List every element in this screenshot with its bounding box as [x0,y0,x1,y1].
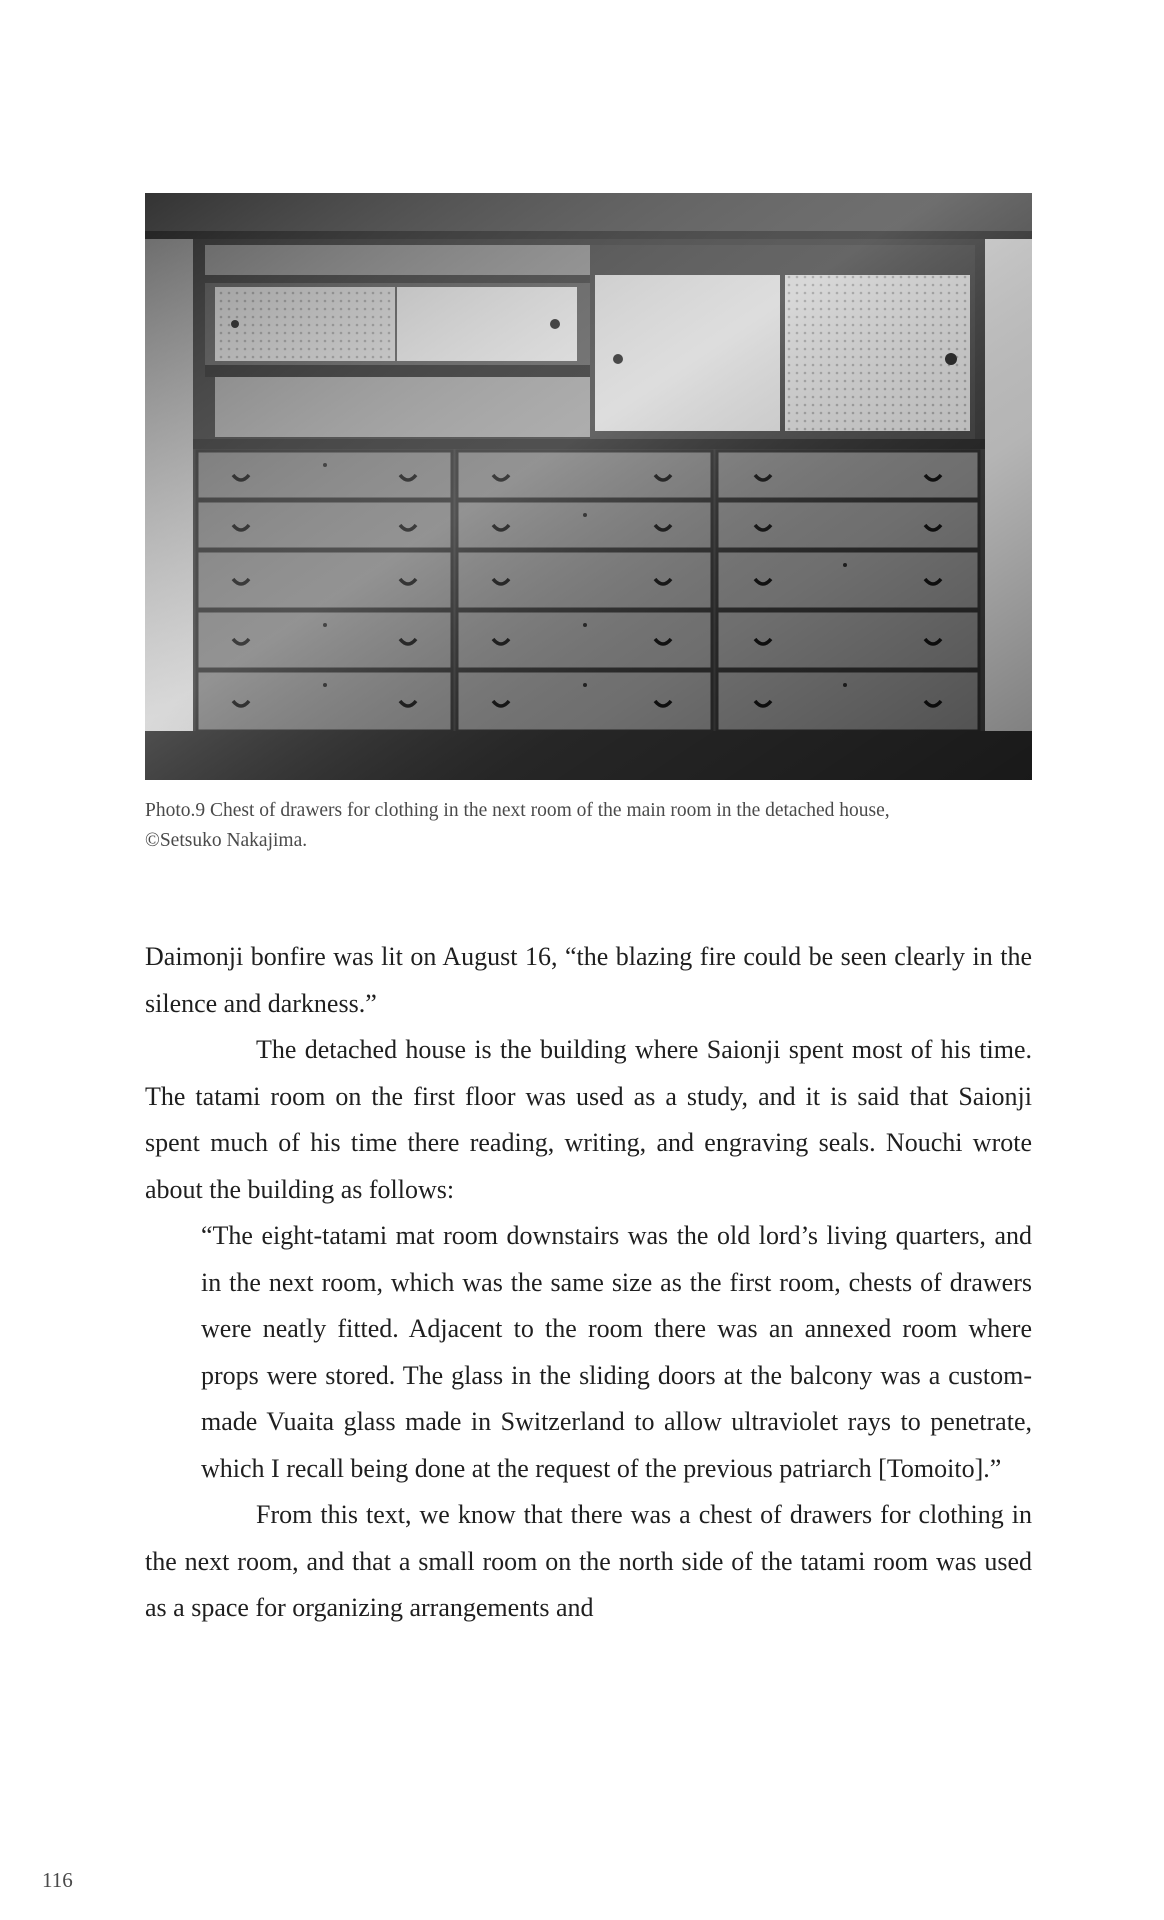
paragraph-3: From this text, we know that there was a chest of drawers for clothing in the next room, and that a small room on the north side of the tatami room was used as a space for organizing arrangements and [145,1500,1032,1622]
photo-caption [145,796,1045,856]
paragraph-2: The detached house is the building where Saionji spent most of his time. The tatami room on the first floor was used as a study, and it is said that Saionji spent much of his time there reading, writing, and engraving seals. Nouchi wrote about the building as follows: [145,1035,1032,1204]
page-number: 116 [42,1868,73,1892]
body-text [145,934,1032,1632]
caption-line-2: ©Setsuko Nakajima. [145,830,308,851]
block-quote: “The eight-tatami mat room downstairs was the old lord’s living quarters, and in the next room, which was the same size as the first room, chests of drawers were neatly fitted. Adjacent to the room there was an annexed room where props were stored. The glass in the sliding doors at the balcony was a custom-made Vuaita glass made in Switzerland to allow ultraviolet rays to penetrate, which I recall being done at the request of the previous patriarch [Tomoito].” [201,1221,1032,1483]
caption-line-1: Photo.9 Chest of drawers for clothing in the next room of the main room in the detached house, [145,800,890,821]
paragraph-1: Daimonji bonfire was lit on August 16, “the blazing fire could be seen clearly in the silence and darkness.” [145,942,1032,1018]
chest-of-drawers-photo [145,193,1032,780]
